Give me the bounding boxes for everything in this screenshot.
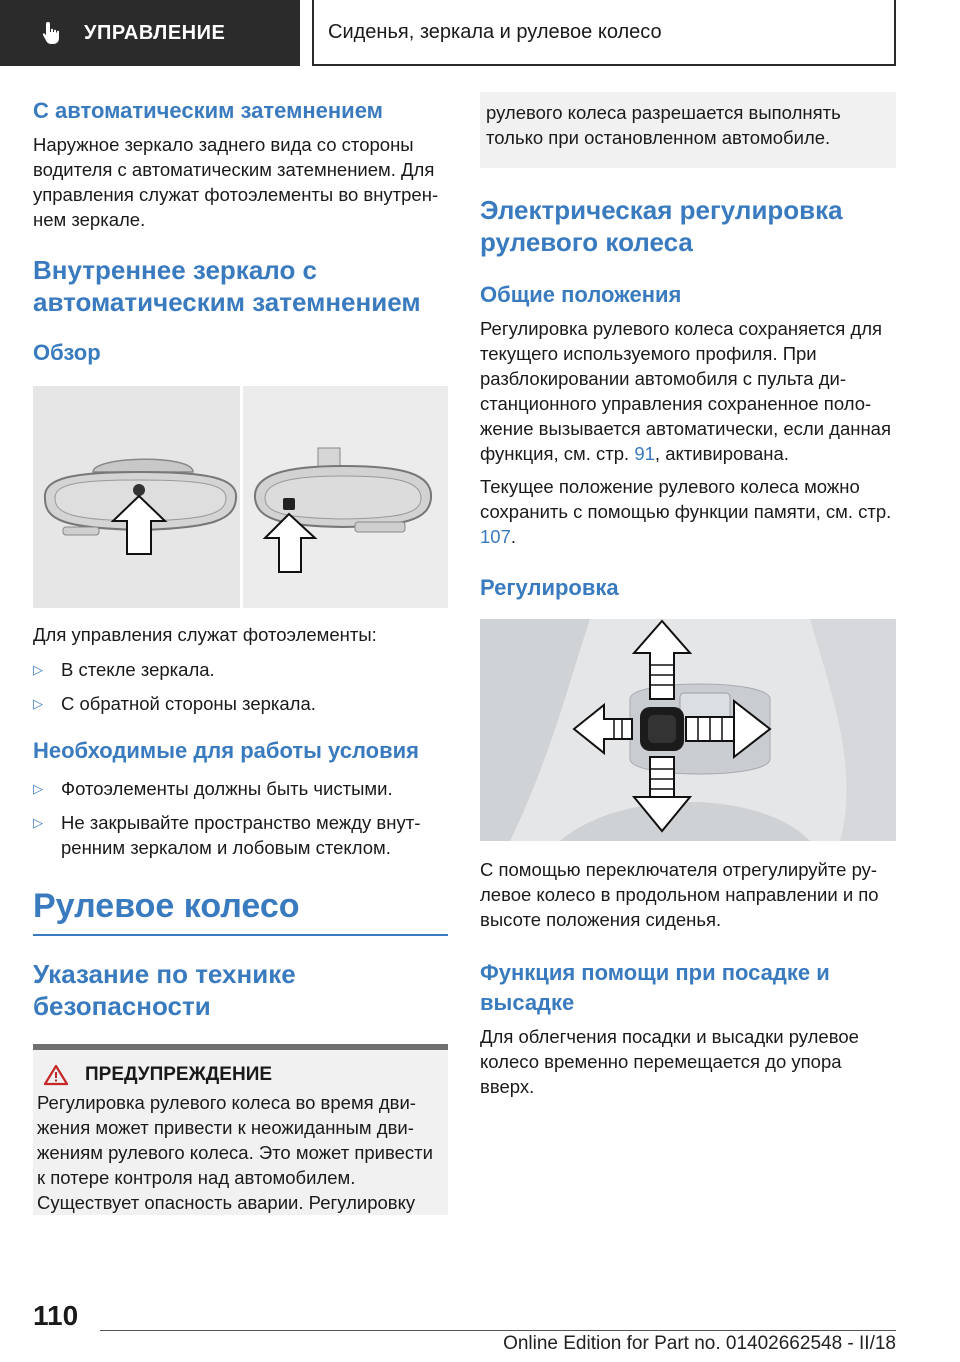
warning-continuation: рулевого колеса разрешается выполнять только при остановленном автомобиле. [480, 92, 896, 168]
chapter-title: Сиденья, зеркала и рулевое колесо [328, 20, 662, 43]
triangle-bullet-icon: ▷ [33, 696, 43, 711]
mirror-figure [33, 386, 448, 608]
footer-edition: Online Edition for Part no. 01402662548 - II/18 [503, 1333, 896, 1354]
wheel-heading: Рулевое колесо [33, 887, 300, 925]
page-number: 110 [33, 1300, 79, 1331]
electric-heading: Электрическая регулировка рулевого колеса [480, 195, 843, 257]
assist-heading: Функция помощи при посадке и высадке [480, 960, 830, 1015]
conditions-list [33, 776, 448, 860]
general-text-2: Текущее положение рулевого колеса можно сохранить с помощью функции памяти, см. стр. 107. [480, 476, 892, 547]
page-header [0, 0, 960, 68]
steering-switch-figure [480, 619, 896, 841]
mirror-illustration [33, 386, 448, 608]
auto-dim-text: Наружное зеркало заднего вида со стороны водителя с автоматическим затемнением. Для управления служат фотоэлементы во внутреннем зеркале. [33, 134, 439, 230]
page-link[interactable]: 91 [634, 443, 655, 464]
list-item: ▷ С обратной стороны зеркала. [33, 693, 316, 714]
page-link[interactable]: 107 [480, 526, 511, 547]
list-item: ▷ В стекле зеркала. [33, 659, 215, 680]
chapter-tab [312, 0, 896, 66]
adjust-heading: Регулировка [480, 575, 619, 600]
left-column [33, 96, 448, 1215]
section-tab [0, 0, 300, 66]
inner-mirror-heading: Внутреннее зеркало с автоматическим затемнением [33, 255, 421, 317]
wheel-section-heading [33, 884, 448, 936]
safety-heading: Указание по технике безопасности [33, 959, 296, 1021]
warning-title: ПРЕДУПРЕЖДЕНИЕ [43, 1064, 444, 1086]
section-title: УПРАВЛЕНИЕ [84, 21, 226, 44]
triangle-bullet-icon: ▷ [33, 662, 43, 677]
general-heading: Общие положения [480, 282, 682, 307]
overview-heading: Обзор [33, 340, 101, 365]
triangle-bullet-icon: ▷ [33, 815, 43, 830]
general-text-1: Регулировка рулевого колеса сохраняется для текущего используемого профиля. При разблокировании автомобиля с пульта дистанционного управления сохраненное положение вызывается автоматически, если данная функция, см. стр. 91, активирована. [480, 318, 891, 464]
conditions-heading: Необходимые для работы условия [33, 738, 419, 763]
warning-text: Регулировка рулевого колеса во время движения может привести к неожиданным движениям рулевого колеса. Это может привести к потере контроля над автомобилем. Существует опасность аварии. Регулировку [37, 1092, 433, 1213]
photo-list [33, 657, 448, 716]
footer-divider [100, 1330, 896, 1331]
warning-triangle-icon [43, 1064, 69, 1086]
list-item: ▷ Фотоэлементы должны быть чистыми. [33, 778, 393, 799]
warning-box [33, 1044, 448, 1215]
assist-text: Для облегчения посадки и высадки рулевое колесо временно перемещается до упора вверх. [480, 1026, 859, 1097]
photo-intro: Для управления служат фотоэлементы: [33, 624, 377, 645]
hand-pointer-icon [40, 20, 66, 46]
triangle-bullet-icon: ▷ [33, 781, 43, 796]
right-column [480, 100, 896, 1099]
adjust-text: С помощью переключателя отрегулируйте рулевое колесо в продольном направлении и по высоте положения сиденья. [480, 859, 879, 930]
auto-dim-heading: С автоматическим затемнением [33, 98, 383, 123]
list-item: ▷ Не закрывайте пространство между внутренним зеркалом и лобовым стеклом. [33, 812, 421, 858]
steering-switch-illustration [480, 619, 896, 841]
